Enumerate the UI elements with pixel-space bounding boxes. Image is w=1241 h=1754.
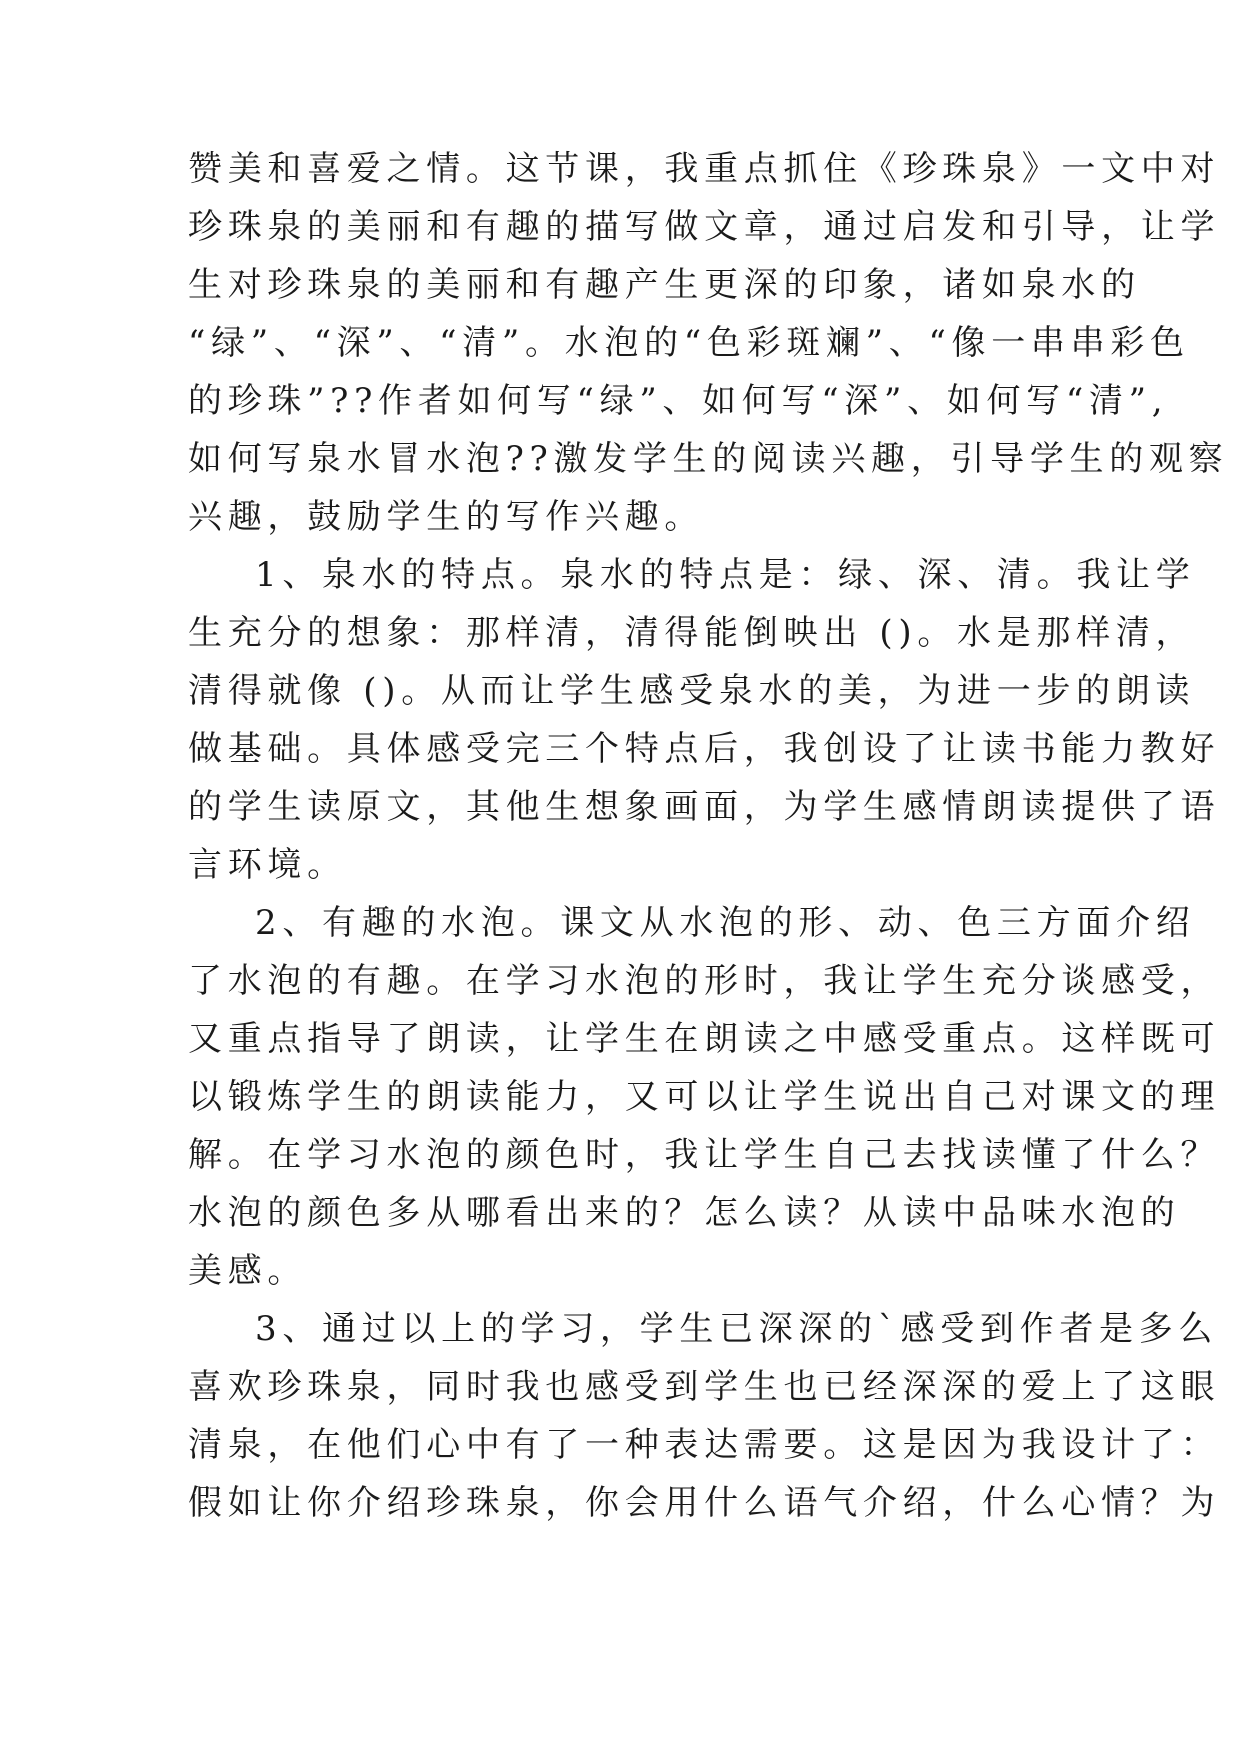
text-line: 2、有趣的水泡。课文从水泡的形、动、色三方面介绍 xyxy=(255,903,1196,943)
text-line: 如何写泉水冒水泡??激发学生的阅读兴趣，引导学生的观察 xyxy=(188,439,1229,479)
text-line: 生充分的想象：那样清，清得能倒映出 ()。水是那样清， xyxy=(188,613,1196,653)
text-line: 言环境。 xyxy=(188,845,347,885)
text-line: 1、泉水的特点。泉水的特点是：绿、深、清。我让学 xyxy=(255,555,1196,595)
text-line: 水泡的颜色多从哪看出来的？怎么读？从读中品味水泡的 xyxy=(188,1193,1181,1233)
text-line: 珍珠泉的美丽和有趣的描写做文章，通过启发和引导，让学 xyxy=(188,207,1221,247)
paragraph-bubbles xyxy=(188,894,1221,1300)
text-line: 假如让你介绍珍珠泉，你会用什么语气介绍，什么心情？为 xyxy=(188,1483,1221,1523)
text-line: 清泉，在他们心中有了一种表达需要。这是因为我设计了： xyxy=(188,1425,1221,1465)
text-line: 做基础。具体感受完三个特点后，我创设了让读书能力教好 xyxy=(188,729,1221,769)
text-line: 兴趣，鼓励学生的写作兴趣。 xyxy=(188,497,705,537)
text-line: 赞美和喜爱之情。这节课，我重点抓住《珍珠泉》一文中对 xyxy=(188,149,1221,189)
text-line: 以锻炼学生的朗读能力，又可以让学生说出自己对课文的理 xyxy=(188,1077,1221,1117)
text-line: 解。在学习水泡的颜色时，我让学生自己去找读懂了什么？ xyxy=(188,1135,1221,1175)
text-line: 3、通过以上的学习，学生已深深的`感受到作者是多么 xyxy=(255,1309,1219,1349)
paragraph-spring-features xyxy=(188,546,1221,894)
paragraph-praise-intro xyxy=(188,140,1229,546)
text-line: 了水泡的有趣。在学习水泡的形时，我让学生充分谈感受， xyxy=(188,961,1221,1001)
text-line: 美感。 xyxy=(188,1251,308,1291)
text-line: 又重点指导了朗读，让学生在朗读之中感受重点。这样既可 xyxy=(188,1019,1221,1059)
text-line: 清得就像 ()。从而让学生感受泉水的美，为进一步的朗读 xyxy=(188,671,1196,711)
text-line: 的珍珠”??作者如何写“绿”、如何写“深”、如何写“清”, xyxy=(188,381,1169,421)
paragraph-expression xyxy=(188,1300,1221,1532)
text-line: 的学生读原文，其他生想象画面，为学生感情朗读提供了语 xyxy=(188,787,1221,827)
document-body xyxy=(188,140,1229,1532)
text-line: 喜欢珍珠泉，同时我也感受到学生也已经深深的爱上了这眼 xyxy=(188,1367,1221,1407)
text-line: “绿”、“深”、“清”。水泡的“色彩斑斓”、“像一串串彩色 xyxy=(188,323,1190,363)
text-line: 生对珍珠泉的美丽和有趣产生更深的印象，诸如泉水的 xyxy=(188,265,1141,305)
